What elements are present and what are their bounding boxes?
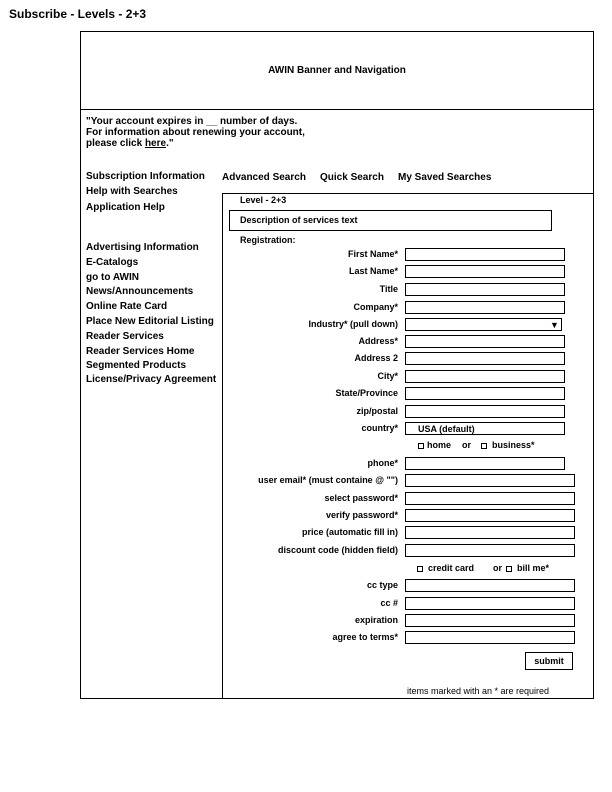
sidebar-item-place-new-editorial-listing[interactable]: Place New Editorial Listing bbox=[86, 316, 214, 327]
sidebar-item-reader-services-home[interactable]: Reader Services Home bbox=[86, 346, 195, 357]
phone-label: phone* bbox=[367, 458, 398, 468]
country-input[interactable] bbox=[405, 422, 565, 435]
credit-card-checkbox[interactable] bbox=[417, 566, 423, 572]
expiration-label: expiration bbox=[354, 615, 398, 625]
agree-to-terms-input[interactable] bbox=[405, 631, 575, 644]
registration-heading: Registration: bbox=[240, 235, 296, 245]
country-label: country* bbox=[361, 423, 398, 433]
last-name-label: Last Name* bbox=[348, 266, 398, 276]
bill-me-checkbox[interactable] bbox=[506, 566, 512, 572]
banner-divider bbox=[80, 109, 594, 110]
expiry-line-3: please click here." bbox=[86, 138, 174, 149]
price-label: price (automatic fill in) bbox=[301, 527, 398, 537]
company-label: Company* bbox=[353, 302, 398, 312]
select-password-input[interactable] bbox=[405, 492, 575, 505]
select-password-label: select password* bbox=[324, 493, 398, 503]
user-email-input[interactable] bbox=[405, 474, 575, 487]
cc-type-label: cc type bbox=[366, 580, 398, 590]
company-input[interactable] bbox=[405, 301, 565, 314]
last-name-input[interactable] bbox=[405, 265, 565, 278]
address-2-label: Address 2 bbox=[354, 353, 398, 363]
address-label: Address* bbox=[358, 336, 398, 346]
expiry-line-2: For information about renewing your account, bbox=[86, 127, 305, 138]
business-option-label: business* bbox=[492, 440, 535, 450]
sidebar-item-online-rate-card[interactable]: Online Rate Card bbox=[86, 301, 168, 312]
sidebar-item-segmented-products[interactable]: Segmented Products bbox=[86, 360, 187, 371]
agree-to-terms-label: agree to terms* bbox=[332, 632, 398, 642]
home-option-label: home bbox=[427, 440, 452, 450]
expiration-input[interactable] bbox=[405, 614, 575, 627]
state-province-label: State/Province bbox=[335, 388, 398, 398]
cc-number-label: cc # bbox=[380, 598, 398, 608]
verify-password-input[interactable] bbox=[405, 509, 575, 522]
business-checkbox[interactable] bbox=[481, 443, 487, 449]
sidebar-item-license-privacy-agreement[interactable]: License/Privacy Agreement bbox=[86, 374, 217, 385]
level-label: Level - 2+3 bbox=[240, 195, 287, 205]
triangle-down-icon[interactable]: ▼ bbox=[550, 320, 559, 330]
sidebar-item-e-catalogs[interactable]: E-Catalogs bbox=[86, 257, 139, 268]
discount-code-input[interactable] bbox=[405, 544, 575, 557]
sidebar-item-advertising-information[interactable]: Advertising Information bbox=[86, 242, 199, 253]
expiry-line-1: "Your account expires in __ number of days. bbox=[86, 116, 298, 127]
required-fields-note: items marked with an * are required bbox=[407, 686, 550, 696]
phone-input[interactable] bbox=[405, 457, 565, 470]
tab-my-saved-searches[interactable]: My Saved Searches bbox=[398, 172, 492, 183]
discount-code-label: discount code (hidden field) bbox=[278, 545, 398, 555]
address-input[interactable] bbox=[405, 335, 565, 348]
home-checkbox[interactable] bbox=[418, 443, 424, 449]
price-input[interactable] bbox=[405, 526, 575, 539]
city-label: City* bbox=[377, 371, 398, 381]
zip-postal-input[interactable] bbox=[405, 405, 565, 418]
sidebar-item-news-announcements[interactable]: News/Announcements bbox=[86, 286, 194, 297]
credit-card-option-label: credit card bbox=[428, 563, 475, 573]
sidebar-item-application-help[interactable]: Application Help bbox=[86, 202, 165, 213]
tab-quick-search[interactable]: Quick Search bbox=[320, 172, 384, 183]
title-label: Title bbox=[379, 284, 398, 294]
tab-advanced-search[interactable]: Advanced Search bbox=[222, 172, 306, 183]
address-type-or: or bbox=[462, 440, 471, 450]
city-input[interactable] bbox=[405, 370, 565, 383]
first-name-label: First Name* bbox=[347, 249, 398, 259]
title-input[interactable] bbox=[405, 283, 565, 296]
industry-dropdown[interactable] bbox=[405, 318, 562, 331]
account-expiry-notice bbox=[86, 116, 305, 149]
industry-label: Industry* (pull down) bbox=[308, 319, 398, 329]
first-name-input[interactable] bbox=[405, 248, 565, 261]
bill-me-option-label: bill me* bbox=[517, 563, 550, 573]
page-title: Subscribe - Levels - 2+3 bbox=[9, 7, 147, 21]
sidebar-item-go-to-awin[interactable]: go to AWIN bbox=[86, 272, 139, 283]
state-province-input[interactable] bbox=[405, 387, 565, 400]
banner-and-navigation: AWIN Banner and Navigation bbox=[268, 65, 406, 76]
address-2-input[interactable] bbox=[405, 352, 565, 365]
verify-password-label: verify password* bbox=[325, 510, 398, 520]
user-email-label: user email* (must containe @ "") bbox=[258, 475, 398, 485]
cc-number-input[interactable] bbox=[405, 597, 575, 610]
submit-button[interactable]: submit bbox=[525, 652, 573, 670]
cc-type-input[interactable] bbox=[405, 579, 575, 592]
sidebar-item-subscription-information[interactable]: Subscription Information bbox=[86, 171, 205, 182]
renew-account-link[interactable]: here bbox=[144, 138, 167, 149]
sidebar-item-help-with-searches[interactable]: Help with Searches bbox=[86, 186, 178, 197]
payment-or: or bbox=[493, 563, 502, 573]
sidebar-item-reader-services[interactable]: Reader Services bbox=[86, 331, 164, 342]
zip-postal-label: zip/postal bbox=[356, 406, 398, 416]
description-text: Description of services text bbox=[240, 215, 358, 225]
